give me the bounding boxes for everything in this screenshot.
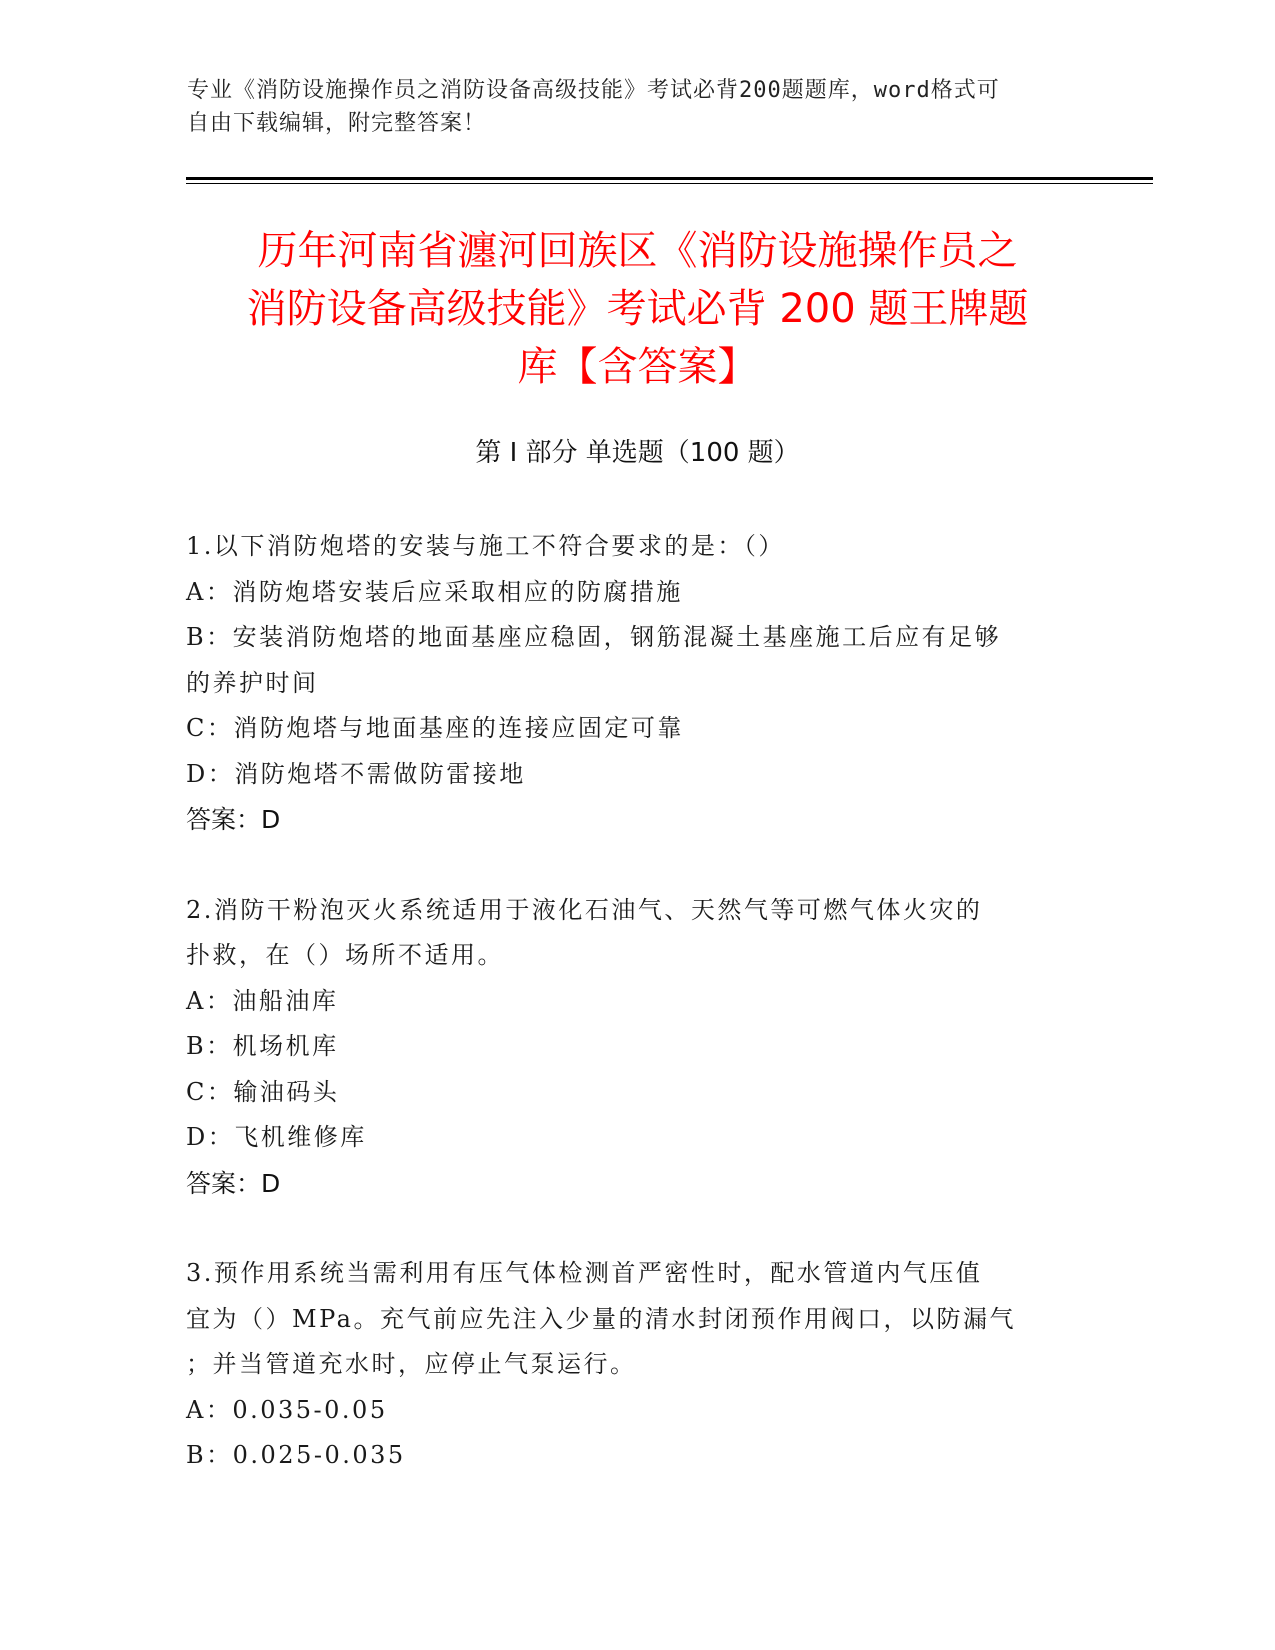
answer-option: C：输油码头	[186, 1077, 340, 1106]
document-title	[190, 222, 1085, 396]
answer-key: 答案：D	[186, 805, 281, 834]
answer-option: A：0.035-0.05	[186, 1395, 388, 1424]
question-item	[186, 1251, 1076, 1479]
answer-option: B：0.025-0.035	[186, 1441, 406, 1469]
answer-option: A：消防炮塔安装后应采取相应的防腐措施	[186, 577, 683, 606]
question-stem: 1.以下消防炮塔的安装与施工不符合要求的是：（）	[186, 532, 785, 560]
header-note-line: 自由下载编辑，附完整答案！	[187, 111, 487, 136]
answer-option: B：安装消防炮塔的地面基座应稳固，钢筋混凝土基座施工后应有足够	[186, 623, 1002, 651]
answer-option: D：消防炮塔不需做防雷接地	[186, 759, 526, 788]
header-note-line: 专业《消防设施操作员之消防设备高级技能》考试必背200题题库，word格式可	[187, 78, 1000, 103]
title-line: 库【含答案】	[517, 344, 758, 390]
question-item	[186, 888, 1076, 1207]
title-line: 历年河南省瀍河回族区《消防设施操作员之	[257, 228, 1018, 274]
section-title: 第 I 部分 单选题（100 题）	[475, 438, 800, 468]
answer-option: B：机场机库	[186, 1032, 339, 1060]
question-stem: 2.消防干粉泡灭火系统适用于液化石油气、天然气等可燃气体火灾的	[186, 895, 983, 924]
answer-key: 答案：D	[186, 1168, 281, 1198]
answer-option: 的养护时间	[186, 668, 319, 697]
question-stem: 3.预作用系统当需利用有压气体检测首严密性时，配水管道内气压值	[186, 1259, 983, 1287]
question-list	[186, 524, 1076, 1524]
header-divider-thin	[186, 183, 1153, 184]
question-item	[186, 524, 1076, 843]
answer-option: C：消防炮塔与地面基座的连接应固定可靠	[186, 714, 684, 742]
header-note	[187, 74, 1067, 140]
question-stem: ；并当管道充水时，应停止气泵运行。	[186, 1350, 637, 1378]
header-divider-thick	[186, 177, 1153, 180]
answer-option: A：油船油库	[186, 986, 339, 1015]
answer-option: D：飞机维修库	[186, 1123, 367, 1151]
question-stem: 扑救，在（）场所不适用。	[186, 941, 504, 969]
question-stem: 宜为（）MPa。充气前应先注入少量的清水封闭预作用阀口，以防漏气	[186, 1304, 1016, 1333]
title-line: 消防设备高级技能》考试必背 200 题王牌题	[246, 286, 1029, 332]
